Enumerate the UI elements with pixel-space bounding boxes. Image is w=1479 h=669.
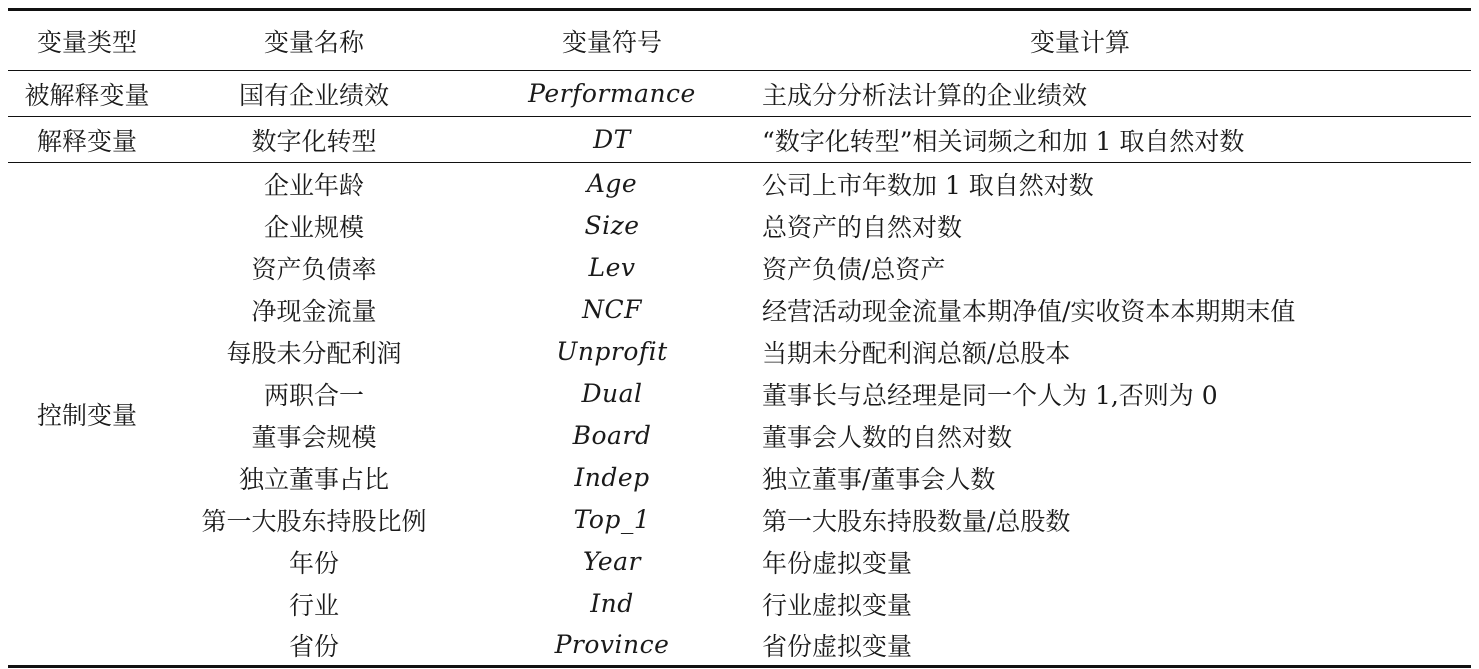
cell-calculation: 经营活动现金流量本期净值/实收资本本期期末值 xyxy=(762,296,1296,326)
cell-name: 独立董事占比 xyxy=(238,464,389,494)
header-variable-type: 变量类型 xyxy=(8,10,166,71)
header-variable-name: 变量名称 xyxy=(166,10,462,71)
cell-symbol: Dual xyxy=(581,379,643,408)
table-header xyxy=(8,10,1471,71)
table-row xyxy=(8,247,1471,289)
cell-calculation: 行业虚拟变量 xyxy=(762,590,913,620)
table-row xyxy=(8,541,1471,583)
cell-symbol: Ind xyxy=(590,589,634,618)
cell-calculation: 独立董事/董事会人数 xyxy=(762,464,996,494)
cell-calculation: 公司上市年数加 1 取自然对数 xyxy=(762,170,1094,200)
table-row xyxy=(8,289,1471,331)
cell-symbol: Lev xyxy=(588,253,636,282)
table-body xyxy=(8,71,1471,667)
cell-symbol: Size xyxy=(584,211,640,240)
cell-calculation: 董事会人数的自然对数 xyxy=(762,422,1013,452)
cell-name: 每股未分配利润 xyxy=(226,338,402,368)
cell-calculation: 董事长与总经理是同一个人为 1,否则为 0 xyxy=(762,380,1218,410)
cell-symbol: Year xyxy=(583,547,641,576)
table-row xyxy=(8,373,1471,415)
cell-symbol: DT xyxy=(462,117,762,163)
cell-calculation: 总资产的自然对数 xyxy=(762,212,963,242)
cell-name: 年份 xyxy=(288,548,339,578)
cell-symbol: Performance xyxy=(462,71,762,117)
cell-calculation: 主成分分析法计算的企业绩效 xyxy=(762,71,1471,117)
header-variable-calculation: 变量计算 xyxy=(762,10,1471,71)
header-variable-symbol: 变量符号 xyxy=(462,10,762,71)
cell-type: 解释变量 xyxy=(8,117,166,163)
table-row xyxy=(8,163,1471,205)
cell-calculation: 年份虚拟变量 xyxy=(762,548,913,578)
cell-calculation: 当期未分配利润总额/总股本 xyxy=(762,338,1071,368)
cell-type: 被解释变量 xyxy=(8,71,166,117)
cell-type: 控制变量 xyxy=(8,163,166,667)
cell-name: 省份 xyxy=(166,625,462,667)
cell-name: 国有企业绩效 xyxy=(166,71,462,117)
cell-name: 净现金流量 xyxy=(251,296,377,326)
cell-symbol: Province xyxy=(462,625,762,667)
header-row xyxy=(8,10,1471,71)
cell-name: 行业 xyxy=(288,590,339,620)
variable-definition-table xyxy=(8,8,1471,668)
cell-symbol: Board xyxy=(572,421,652,450)
cell-name: 两职合一 xyxy=(263,380,364,410)
table-row-explanatory xyxy=(8,117,1471,163)
table-row xyxy=(8,499,1471,541)
cell-name: 第一大股东持股比例 xyxy=(201,506,427,536)
table-row xyxy=(8,457,1471,499)
cell-name: 董事会规模 xyxy=(251,422,377,452)
cell-symbol: Age xyxy=(586,169,638,199)
cell-calculation: 省份虚拟变量 xyxy=(762,625,1471,667)
cell-calculation: 资产负债/总资产 xyxy=(762,254,946,284)
cell-calculation: 第一大股东持股数量/总股数 xyxy=(762,506,1071,536)
table-row xyxy=(8,583,1471,625)
cell-name: 企业年龄 xyxy=(263,170,364,200)
table-row xyxy=(8,625,1471,667)
cell-name: 数字化转型 xyxy=(166,117,462,163)
cell-symbol: NCF xyxy=(582,295,642,324)
cell-name: 企业规模 xyxy=(263,212,364,242)
cell-symbol: Unprofit xyxy=(556,337,668,366)
table-row xyxy=(8,331,1471,373)
table-row-dependent xyxy=(8,71,1471,117)
cell-name: 资产负债率 xyxy=(251,254,377,284)
cell-symbol: Indep xyxy=(574,463,650,492)
cell-calculation: “数字化转型”相关词频之和加 1 取自然对数 xyxy=(762,117,1471,163)
table-row xyxy=(8,205,1471,247)
cell-symbol: Top_1 xyxy=(573,505,651,534)
table-row xyxy=(8,415,1471,457)
